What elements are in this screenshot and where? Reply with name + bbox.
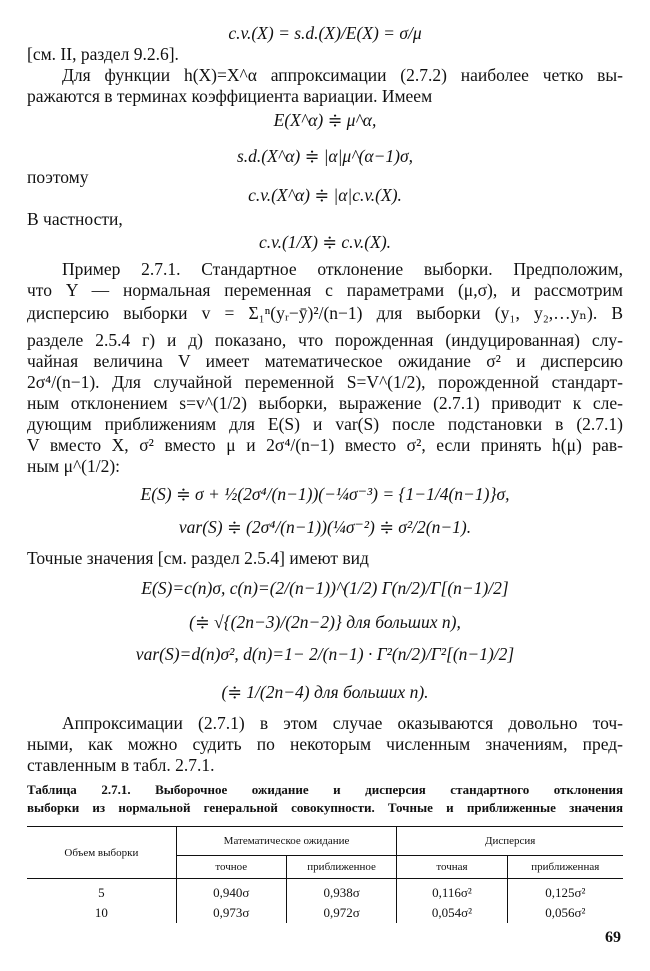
table-row: [27, 903, 623, 923]
paragraph-line: 2σ⁴/(n−1). Для случайной переменной S=V^(1/2), порожденной стандарт-: [27, 372, 623, 392]
reference-line: [см. II, раздел 9.2.6].: [27, 44, 179, 64]
formula-es-large-n: (≑ √{(2n−3)/(2n−2)} для больших n),: [189, 612, 461, 632]
text-line: поэтому: [27, 167, 89, 187]
formula-es-approx: E(S) ≑ σ + ½(2σ⁴/(n−1))(−¼σ⁻³) = {1−1/4(n−1)}σ,: [140, 484, 510, 504]
formula-sd: s.d.(X^α) ≑ |α|μ^(α−1)σ,: [236, 146, 414, 166]
formula-cv-reciprocal: c.v.(1/X) ≑ c.v.(X).: [258, 232, 392, 252]
results-table: [27, 826, 623, 923]
paragraph-line: Аппроксимации (2.7.1) в этом случае оказываются довольно точ-: [62, 713, 623, 733]
header-approx-expectation: приближенное: [286, 856, 397, 879]
header-sample-size: Объем выборки: [27, 827, 176, 879]
paragraph-line: ными, как можно судить по некоторым численным значениям, пред-: [27, 734, 623, 754]
header-approx-variance: приближенная: [507, 856, 623, 879]
header-variance: Дисперсия: [397, 827, 623, 856]
cell-n: 5: [98, 885, 105, 900]
paragraph-line: ставленным в табл. 2.7.1.: [27, 755, 215, 775]
formula-cv-power: c.v.(X^α) ≑ |α|c.v.(X).: [248, 185, 402, 205]
paragraph-line: что Y — нормальная переменная с параметрами (μ,σ), и рассмотрим: [27, 280, 623, 300]
table-row: [27, 879, 623, 904]
formula-var-exact: var(S)=d(n)σ², d(n)=1− 2/(n−1) · Γ²(n/2)/Γ²[(n−1)/2]: [135, 644, 515, 664]
paragraph-line: V вместо X, σ² вместо μ и 2σ⁴/(n−1) вместо σ², если принять h(μ) рав-: [27, 435, 623, 455]
cell-var-approx: 0,125σ²: [507, 879, 623, 904]
example-heading-line: Пример 2.7.1. Стандартное отклонение выборки. Предположим,: [62, 259, 623, 279]
paragraph-line: чайная величина V имеет математическое ожидание σ² и дисперсию: [27, 351, 623, 371]
paragraph-line: дисперсию выборки v = Σ₁ⁿ(yᵣ−ȳ)²/(n−1) для выборки (y₁, y₂,…yₙ). В: [27, 303, 623, 323]
header-expectation: Математическое ожидание: [176, 827, 397, 856]
cell-exp-exact: 0,940σ: [176, 879, 286, 904]
cell-exp-exact: 0,973σ: [176, 903, 286, 923]
header-exact-variance: точная: [397, 856, 507, 879]
header-exact-expectation: точное: [176, 856, 286, 879]
table-caption: Таблица 2.7.1. Выборочное ожидание и дисперсия стандартного отклонения: [27, 782, 623, 797]
formula-es-exact: E(S)=c(n)σ, c(n)=(2/(n−1))^(1/2) Γ(n/2)/Γ[(n−1)/2]: [141, 578, 509, 598]
paragraph-line: Для функции h(X)=X^α аппроксимации (2.7.2) наиболее четко вы-: [62, 65, 623, 85]
table-caption: выборки из нормальной генеральной совокупности. Точные и приближенные значения: [27, 800, 623, 815]
cell-exp-approx: 0,938σ: [286, 879, 397, 904]
cell-var-exact: 0,116σ²: [397, 879, 507, 904]
formula-var-large-n: (≑ 1/(2n−4) для больших n).: [221, 682, 429, 702]
text-line: Точные значения [см. раздел 2.5.4] имеют вид: [27, 548, 369, 568]
paragraph-line: ным отклонением s=v^(1/2) выборки, выражение (2.7.1) приводит к сле-: [27, 393, 623, 413]
formula-var-approx: var(S) ≑ (2σ⁴/(n−1))(¼σ⁻²) ≑ σ²/2(n−1).: [178, 517, 472, 537]
formula-cv: c.v.(X) = s.d.(X)/E(X) = σ/μ: [228, 23, 422, 43]
page-number: 69: [605, 929, 621, 946]
formula-expectation: E(X^α) ≑ μ^α,: [273, 110, 377, 130]
cell-var-approx: 0,056σ²: [507, 903, 623, 923]
paragraph-line: разделе 2.5.4 г) и д) показано, что порожденная (индуцированная) слу-: [27, 330, 623, 350]
cell-n: 10: [94, 905, 108, 920]
cell-exp-approx: 0,972σ: [286, 903, 397, 923]
text-line: В частности,: [27, 209, 123, 229]
paragraph-line: ным μ^(1/2):: [27, 456, 121, 476]
paragraph-line: ражаются в терминах коэффициента вариации. Имеем: [27, 86, 433, 106]
cell-var-exact: 0,054σ²: [397, 903, 507, 923]
paragraph-line: дующим приближениям для E(S) и var(S) после подстановки в (2.7.1): [27, 414, 623, 434]
